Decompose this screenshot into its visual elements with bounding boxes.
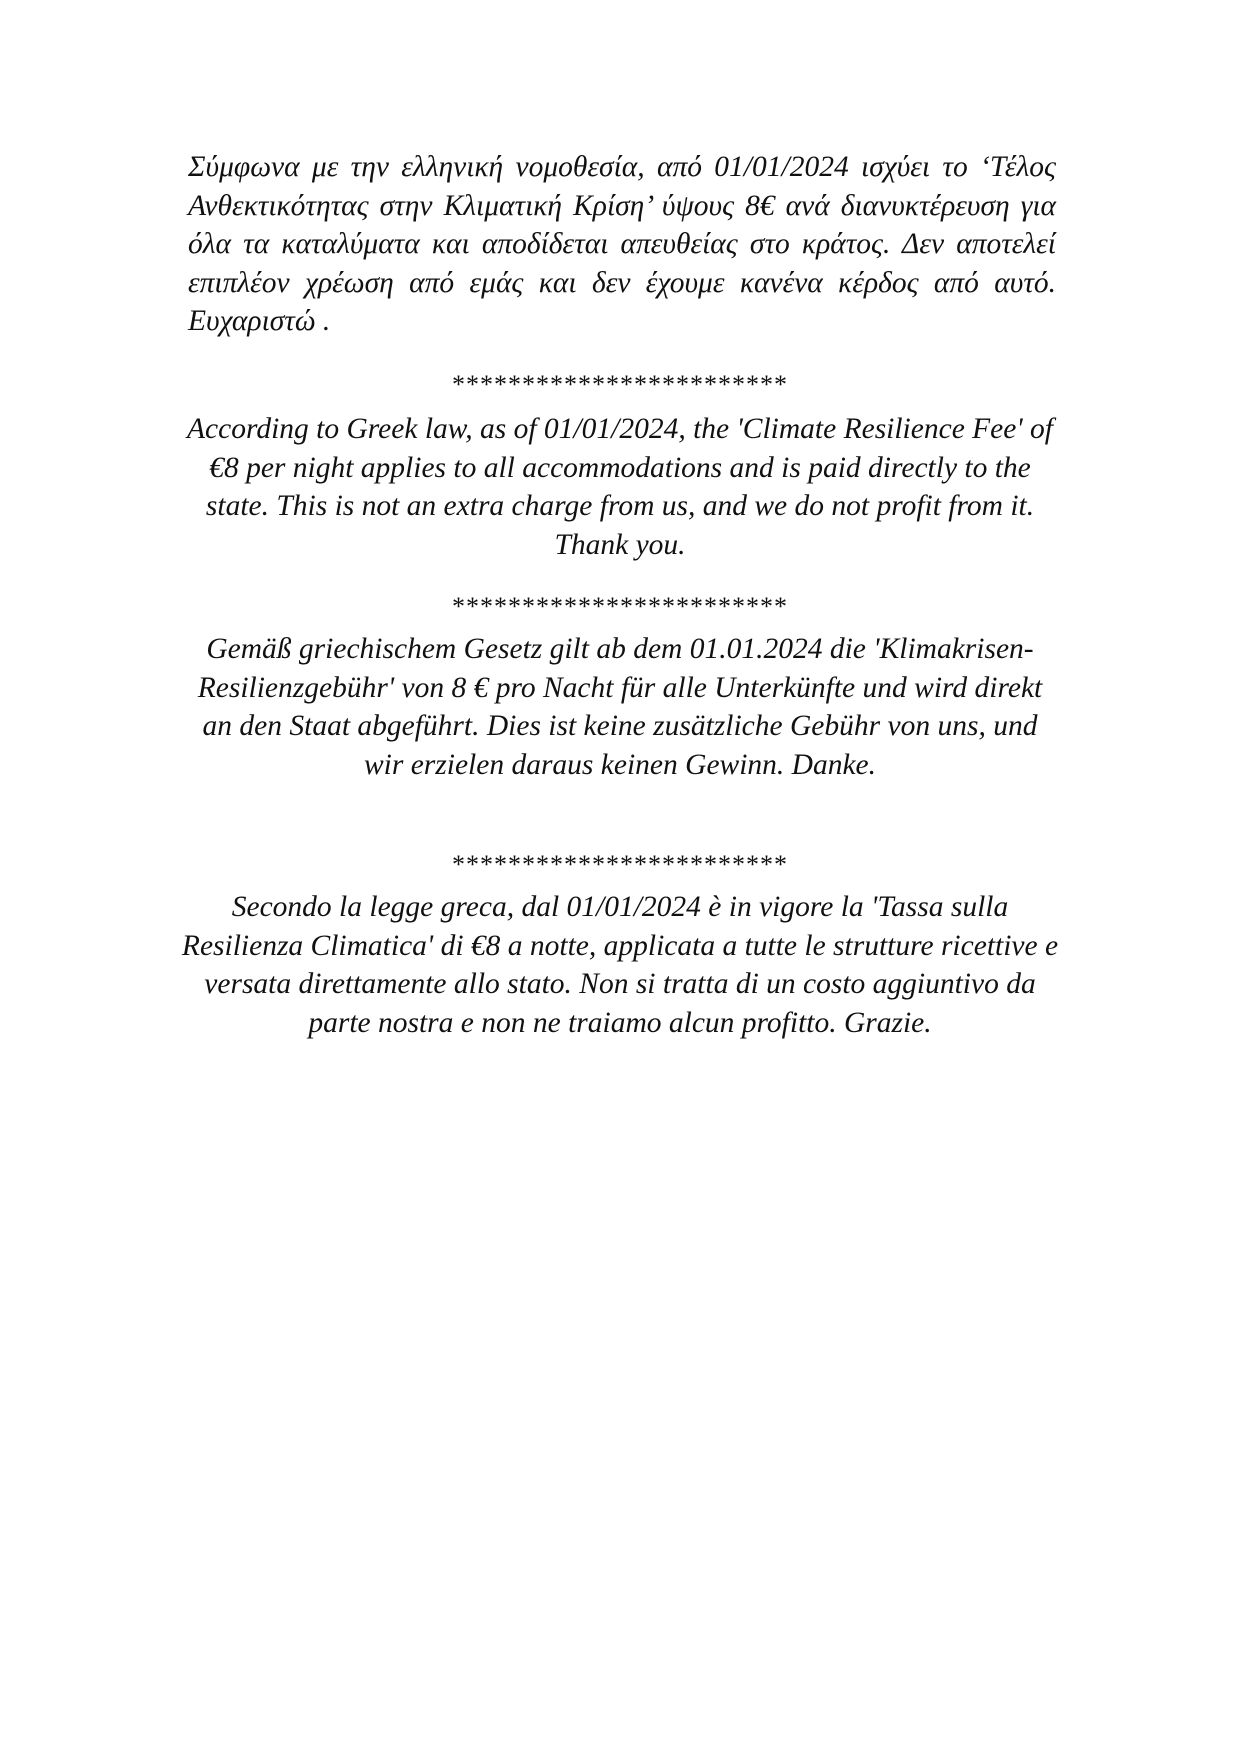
italian-notice-paragraph: Secondo la legge greca, dal 01/01/2024 è in vigore la 'Tassa sulla Resilienza Climatica' di €8 a notte, applicata a tutte le strutture ricettive e versata direttamente allo stato. Non si tratta di un costo aggiuntivo da parte nostra e non ne traiamo alcun profitto. Grazie. — [181, 891, 1059, 1039]
german-notice-paragraph: Gemäß griechischem Gesetz gilt ab dem 01.01.2024 die 'Klimakrisen-Resilienzgebühr' von 8 € pro Nacht für alle Unterkünfte und wird direkt an den Staat abgeführt. Dies ist keine zusätzliche Gebühr von uns, und wir erzielen daraus keinen Gewinn. Danke. — [197, 633, 1043, 781]
greek-notice-paragraph: Σύμφωνα με την ελληνική νομοθεσία, από 01/01/2024 ισχύει το ‘Τέλος Ανθεκτικότητας στην Κλιματική Κρίση’ ύψους 8€ ανά διανυκτέρευση για όλα τα καταλύματα και αποδίδεται απευθείας στο κράτος. Δεν αποτελεί επιπλέον χρέωση από εμάς και δεν έχουμε κανένα κέρδος από αυτό. Ευχαριστώ . — [188, 151, 1056, 337]
separator-line: ************************ — [452, 850, 788, 879]
english-notice-paragraph: According to Greek law, as of 01/01/2024, the 'Climate Resilience Fee' of €8 per night applies to all accommodations and is paid directly to the state. This is not an extra charge from us, and we do not profit from it. Thank you. — [186, 413, 1053, 561]
separator-line: ************************ — [452, 370, 788, 399]
separator-line: ************************ — [452, 592, 788, 621]
